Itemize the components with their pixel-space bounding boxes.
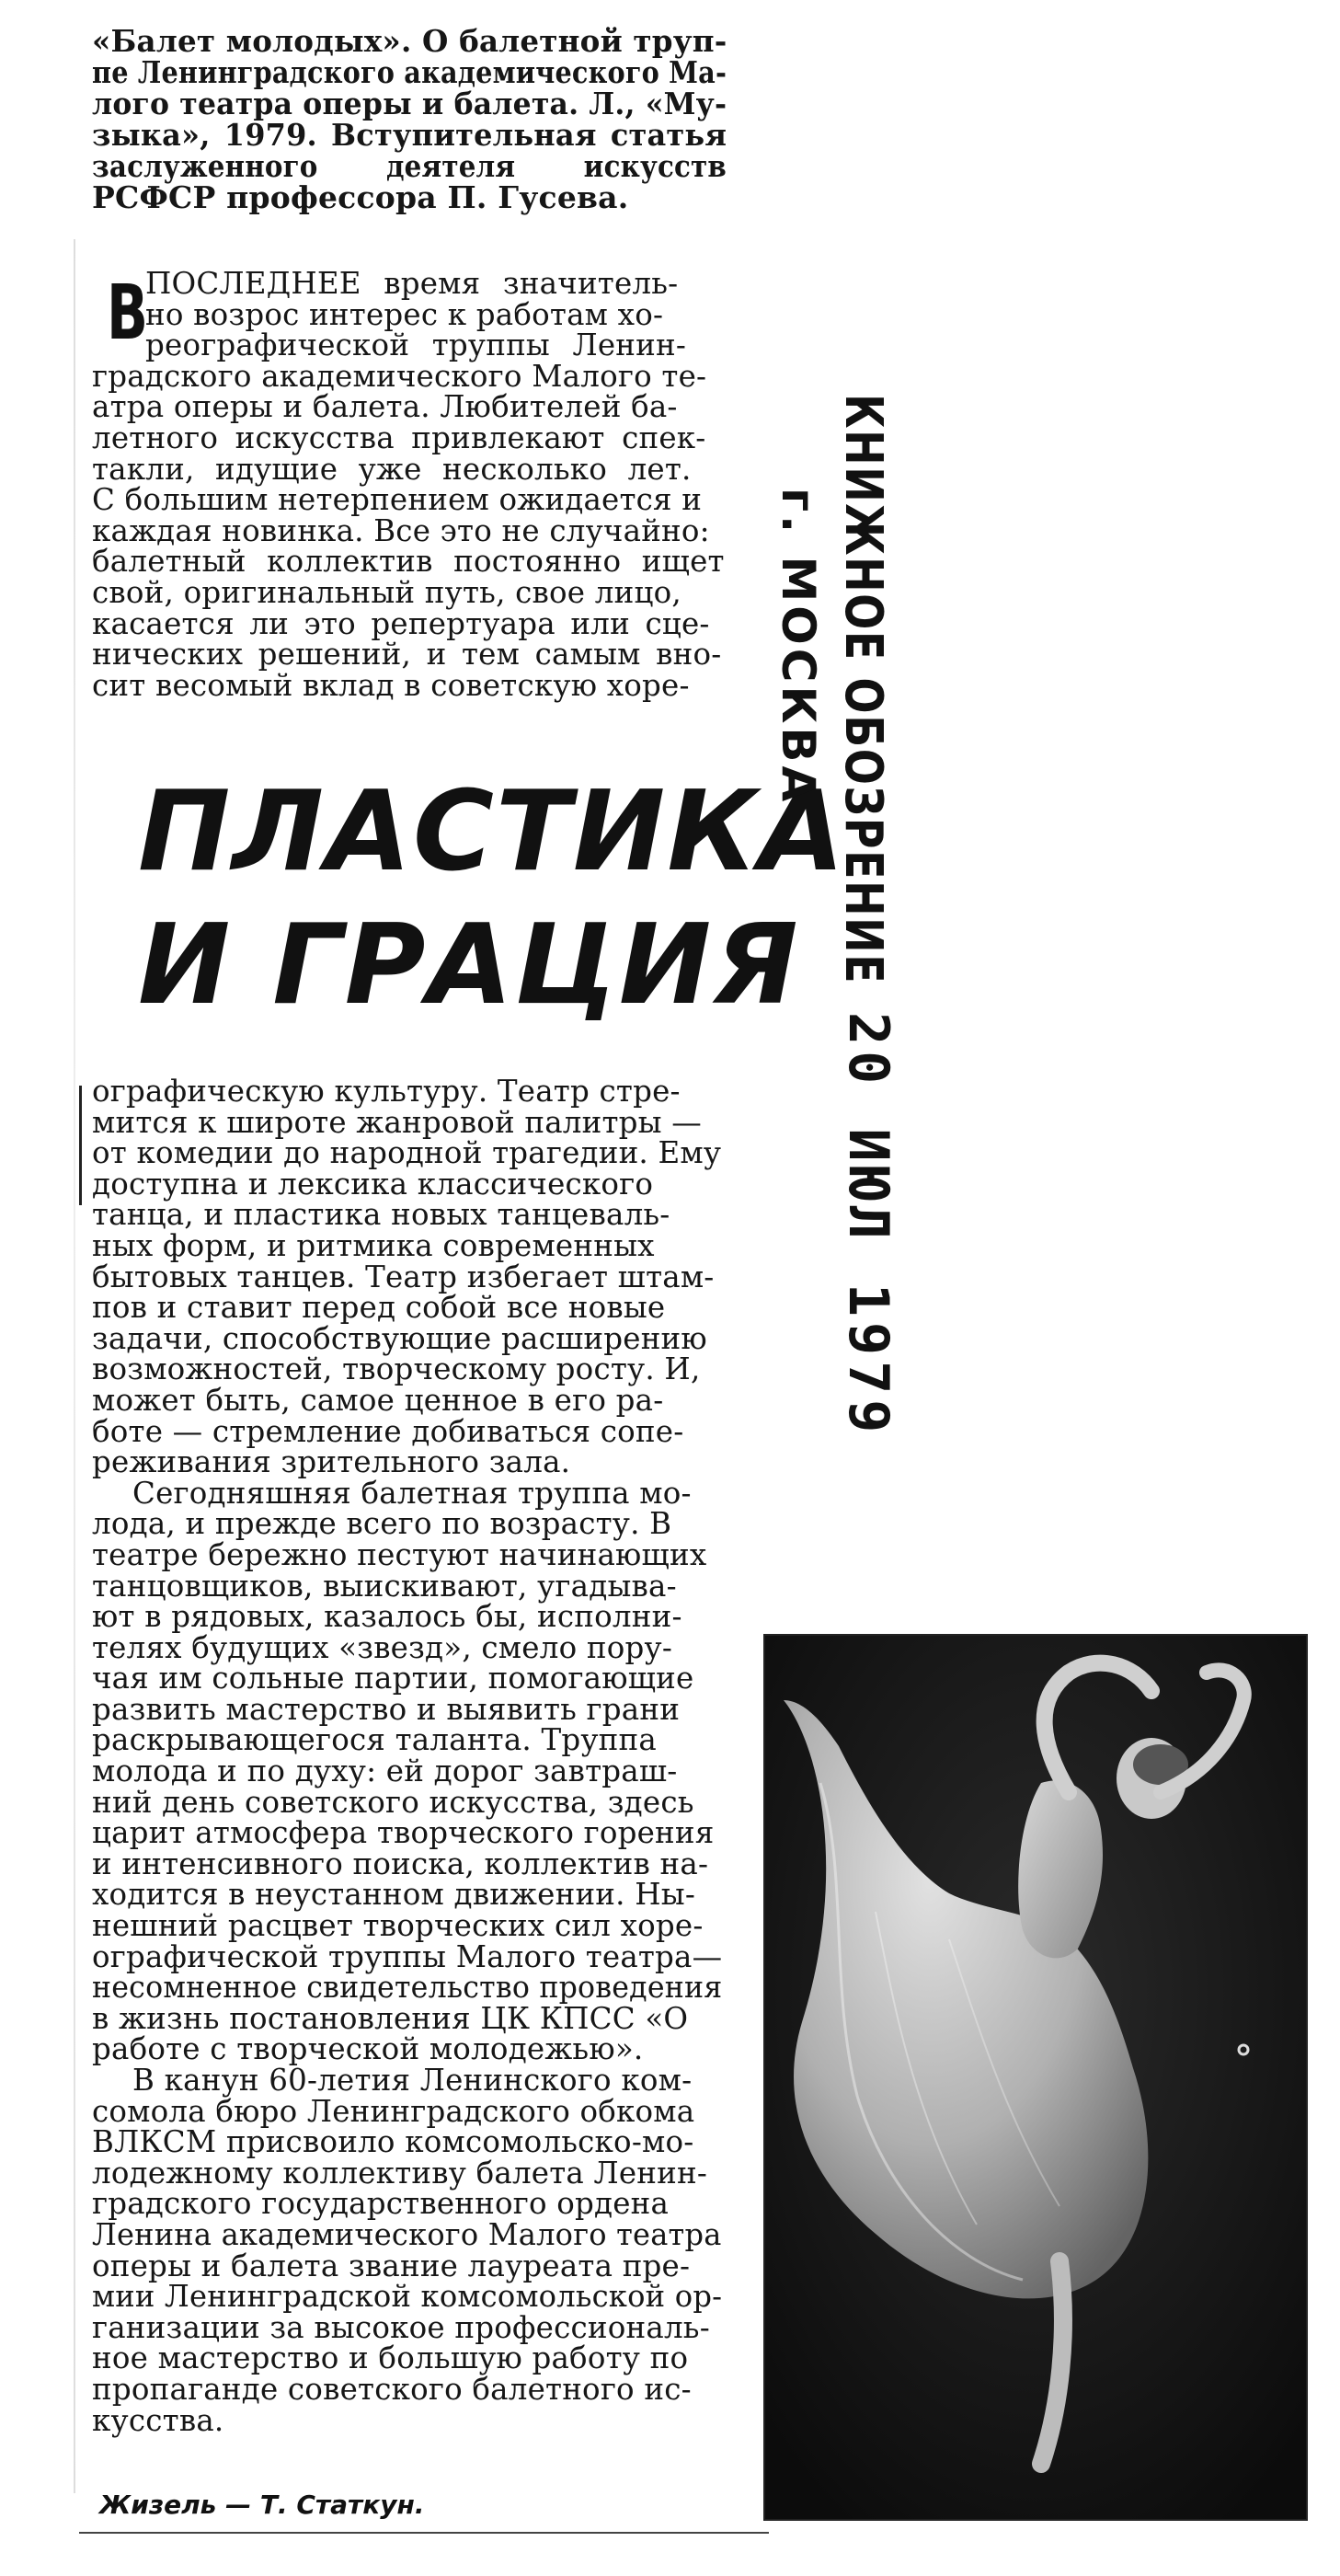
body-line: ют в рядовых, казалось бы, исполни- xyxy=(92,1599,682,1635)
body-line: ВЛКСМ присвоило комсомольско-мо- xyxy=(92,2124,694,2160)
ballerina-photo xyxy=(763,1634,1308,2521)
stamp-publication-text: КНИЖНОЕ ОБОЗРЕНИЕ xyxy=(833,394,893,985)
lead-line: градского академического Малого те- xyxy=(92,358,707,394)
clipping-edge xyxy=(74,239,75,2493)
body-line: нешний расцвет творческих сил хоре- xyxy=(92,1908,704,1944)
body-line: В канун 60-летия Ленинского ком- xyxy=(132,2063,693,2098)
body-line: реживания зрительного зала. xyxy=(92,1444,571,1480)
body-line: Сегодняшняя балетная труппа мо- xyxy=(132,1475,692,1511)
body-line: работе с творческой молодежью». xyxy=(92,2031,644,2067)
body-line: мится к широте жанровой палитры — xyxy=(92,1104,702,1140)
article-headline xyxy=(138,765,846,1032)
lead-paragraph xyxy=(92,266,727,703)
body-line: ных форм, и ритмика современных xyxy=(92,1227,655,1263)
headline-line-2: И ГРАЦИЯ xyxy=(138,902,800,1029)
lead-line: нических решений, и тем самым вно- xyxy=(92,637,722,673)
body-line: доступна и лексика классического xyxy=(92,1166,654,1202)
body-line: градского государственного ордена xyxy=(92,2186,670,2222)
body-line: возможностей, творческому росту. И, xyxy=(92,1351,701,1387)
body-line: развить мастерство и выявить грани xyxy=(92,1691,681,1727)
body-line: задачи, способствующие расширению xyxy=(92,1320,707,1356)
body-line: кусства. xyxy=(92,2402,224,2438)
book-review-reference xyxy=(92,23,727,215)
body-line: пропаганде советского балетного ис- xyxy=(92,2371,692,2407)
review-line: зыка», 1979. Вступительная статья xyxy=(92,117,727,153)
body-line: молода и по духу: ей дорог завтраш- xyxy=(92,1754,678,1789)
body-line: и интенсивного поиска, коллектив на- xyxy=(92,1846,709,1881)
body-line: ходится в неустанном движении. Ны- xyxy=(92,1877,696,1913)
lead-line: реографической труппы Ленин- xyxy=(145,328,687,363)
bottom-rule xyxy=(79,2532,769,2534)
body-line: телях будущих «звезд», смело пору- xyxy=(92,1629,672,1665)
lead-line: касается ли это репертуара или сце- xyxy=(92,605,710,641)
body-line: может быть, самое ценное в его ра- xyxy=(92,1382,664,1418)
lead-line: балетный коллектив постоянно ищет xyxy=(92,544,725,580)
body-line: лодежному коллективу балета Ленин- xyxy=(92,2155,708,2191)
lead-line: С большим нетерпением ожидается и xyxy=(92,482,703,518)
body-line: лода, и прежде всего по возрасту. В xyxy=(92,1506,672,1542)
headline-line-1: ПЛАСТИКА xyxy=(138,768,847,896)
body-line: танцовщиков, выискивают, угадыва- xyxy=(92,1568,677,1604)
lead-line: каждая новинка. Все это не случайно: xyxy=(92,512,710,548)
review-line: лого театра оперы и балета. Л., «Му- xyxy=(92,86,727,121)
lead-line: такли, идущие уже несколько лет. xyxy=(92,451,692,487)
body-line: ное мастерство и большую работу по xyxy=(92,2340,689,2376)
photo-caption: Жизель — Т. Статкун. xyxy=(99,2490,425,2520)
body-line: сомола бюро Ленинградского обкома xyxy=(92,2093,695,2129)
lead-line: сит весомый вклад в советскую хоре- xyxy=(92,667,690,703)
body-line: танца, и пластика новых танцеваль- xyxy=(92,1197,670,1233)
review-line: пе Ленинградского академического Ма- xyxy=(92,54,727,90)
lead-line: атра оперы и балета. Любителей ба- xyxy=(92,389,678,425)
lead-line: свой, оригинальный путь, свое лицо, xyxy=(92,574,681,610)
clipping-edge-mark xyxy=(79,1086,82,1205)
body-line: царит атмосфера творческого горения xyxy=(92,1815,715,1851)
stamp-date: 20 ИЮЛ 1979 xyxy=(836,1012,900,1439)
review-line: «Балет молодых». О балетной труп- xyxy=(92,23,727,59)
body-line: боте — стремление добиваться сопе- xyxy=(92,1413,684,1449)
body-line: в жизнь постановления ЦК КПСС «О xyxy=(92,2000,689,2036)
lead-line: ПОСЛЕДНЕЕ время значитель- xyxy=(145,266,679,301)
lead-line: но возрос интерес к работам хо- xyxy=(145,296,664,332)
body-line: ганизации за высокое профессиональ- xyxy=(92,2309,710,2345)
body-line: мии Ленинградской комсомольской ор- xyxy=(92,2279,723,2315)
body-line: ографической труппы Малого театра— xyxy=(92,1938,723,1974)
body-line: несомненное свидетельство проведения xyxy=(92,1970,723,2006)
lead-line: летного искусства привлекают спек- xyxy=(92,420,706,455)
article-body xyxy=(92,1076,722,2436)
body-line: чая им сольные партии, помогающие xyxy=(92,1661,694,1696)
body-line: ографическую культуру. Театр стре- xyxy=(92,1074,681,1109)
ballerina-illustration xyxy=(765,1636,1308,2521)
body-line: оперы и балета звание лауреата пре- xyxy=(92,2248,691,2283)
review-line: заслуженного деятеля искусств xyxy=(92,148,727,184)
body-line: Ленина академического Малого театра xyxy=(92,2216,722,2252)
drop-cap: В xyxy=(107,270,149,357)
body-line: от комедии до народной трагедии. Ему xyxy=(92,1135,722,1171)
body-line: театре бережно пестуют начинающих xyxy=(92,1536,707,1572)
body-line: раскрывающегося таланта. Труппа xyxy=(92,1722,657,1758)
body-line: ний день советского искусства, здесь xyxy=(92,1784,694,1820)
body-line: пов и ставит перед собой все новые xyxy=(92,1290,666,1326)
review-line: РСФСР профессора П. Гусева. xyxy=(92,179,629,215)
stamp-city: г. МОСКВА xyxy=(772,488,825,806)
body-line: бытовых танцев. Театр избегает штам- xyxy=(92,1259,715,1294)
